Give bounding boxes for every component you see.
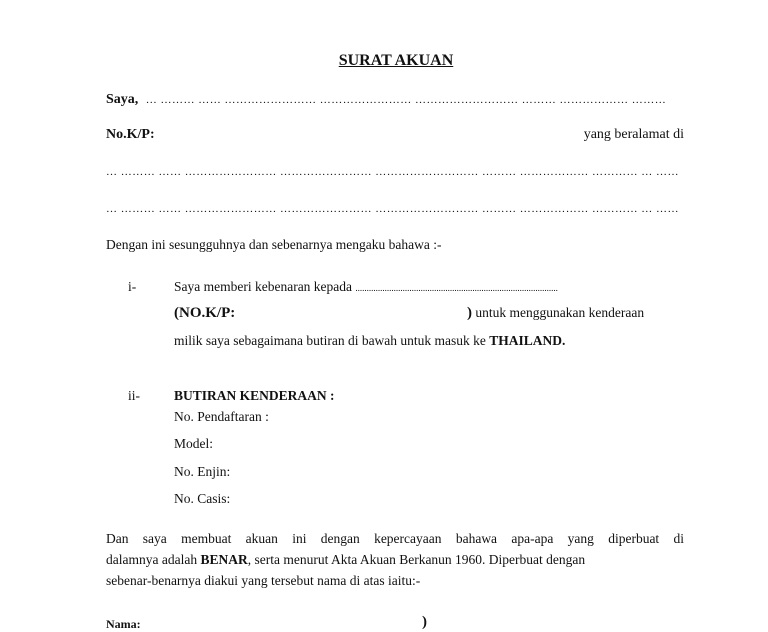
field-chassis-no: No. Casis: bbox=[174, 491, 231, 506]
nokp-line bbox=[106, 127, 684, 143]
field-registration-no: No. Pendaftaran : bbox=[174, 409, 269, 424]
closing-line-1: Dan saya membuat akuan ini dengan kepercayaan bahawa apa-apa yang diperbuat di bbox=[106, 531, 684, 546]
name-label: Nama: bbox=[106, 617, 141, 631]
closing-true-word: BENAR bbox=[200, 552, 248, 567]
item-1-nokp-label bbox=[174, 305, 235, 322]
vehicle-details-heading: BUTIRAN KENDERAAN : bbox=[174, 388, 335, 403]
item-1-vehicle-use-text: untuk menggunakan kenderaan bbox=[472, 305, 645, 320]
closing-line-2 bbox=[106, 552, 684, 568]
saya-name-dots: … ……… …… …………………… …………………… ……………………… ……… ……………… ……… bbox=[145, 94, 667, 106]
address-line-2: … ……… …… …………………… …………………… ……………………… ……… ……………… ………… … …… bbox=[106, 203, 679, 215]
item-1-permission-text: Saya memberi kebenaran kepada bbox=[174, 279, 356, 294]
field-engine-no: No. Enjin: bbox=[174, 464, 231, 479]
item-1-destination: THAILAND. bbox=[489, 333, 566, 348]
item-1-permission-dots: .......................................................................................... bbox=[355, 283, 558, 293]
saya-label: Saya, bbox=[106, 92, 139, 107]
item-1-ownership-text: milik saya sebagaimana butiran di bawah untuk masuk ke bbox=[174, 333, 490, 348]
item-1-nokp-open: (NO.K/P: bbox=[174, 305, 236, 321]
address-label: yang beralamat di bbox=[583, 127, 684, 142]
item-1-nokp-close: ) bbox=[467, 305, 472, 321]
saya-line bbox=[106, 92, 666, 108]
name-close-paren: ) bbox=[422, 614, 427, 630]
item-1-line-3 bbox=[174, 333, 565, 349]
declaration-text: Dengan ini sesungguhnya dan sebenarnya mengaku bahawa :- bbox=[106, 237, 442, 252]
item-2-numeral: ii- bbox=[128, 388, 140, 403]
item-1-line-1 bbox=[174, 279, 558, 295]
closing-line-3: sebenar-benarnya diakui yang tersebut nama di atas iaitu:- bbox=[106, 573, 421, 588]
closing-line-2-post: , serta menurut Akta Akuan Berkanun 1960. Diperbuat dengan bbox=[247, 552, 586, 567]
nokp-label: No.K/P: bbox=[106, 127, 155, 142]
address-line-1: … ……… …… …………………… …………………… ……………………… ……… ……………… ………… … …… bbox=[106, 166, 679, 178]
item-1-numeral: i- bbox=[128, 279, 137, 294]
closing-line-2-pre: dalamnya adalah bbox=[106, 552, 201, 567]
field-model: Model: bbox=[174, 436, 213, 451]
item-1-nokp-tail bbox=[467, 305, 644, 322]
document-title: SURAT AKUAN bbox=[338, 52, 454, 69]
